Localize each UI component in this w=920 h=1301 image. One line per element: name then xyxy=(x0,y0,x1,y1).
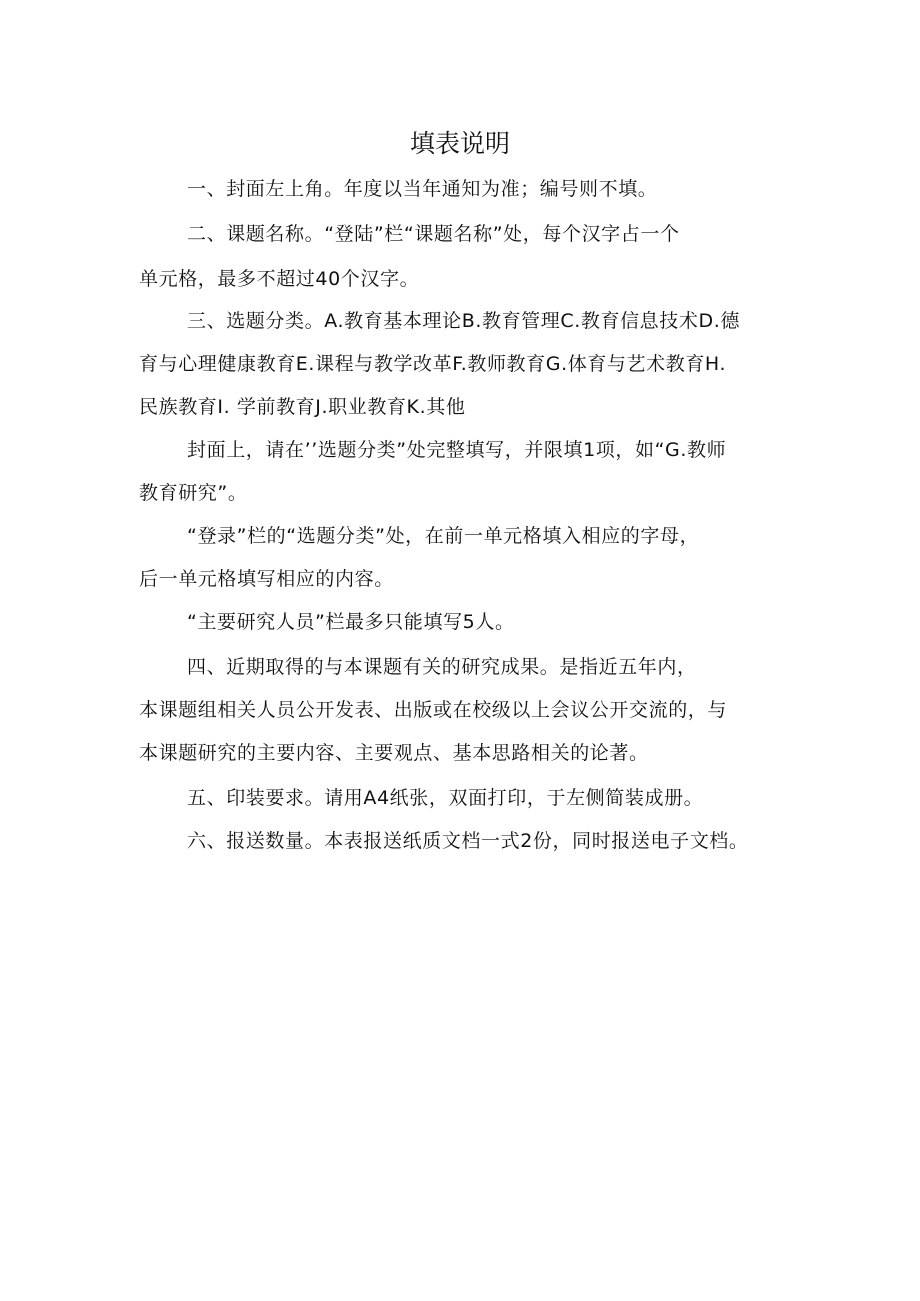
document-title: 填表说明 xyxy=(409,129,510,158)
paragraph-2-line-1: 二、课题名称。“登陆”栏“课题名称”处，每个汉字占一个 xyxy=(187,223,680,245)
paragraph-5-line-1: “登录”栏的“选题分类”处，在前一单元格填入相应的字母， xyxy=(187,525,700,547)
paragraph-1-line-1: 一、封面左上角。年度以当年通知为准；编号则不填。 xyxy=(187,178,658,200)
paragraph-7-line-1: 四、近期取得的与本课题有关的研究成果。是指近五年内， xyxy=(187,656,697,678)
paragraph-5-line-2: 后一单元格填写相应的内容。 xyxy=(139,568,394,590)
paragraph-3-line-1: 三、选题分类。A.教育基本理论B.教育管理C.教育信息技术D.德 xyxy=(187,310,740,332)
paragraph-7-line-3: 本课题研究的主要内容、主要观点、基本思路相关的论著。 xyxy=(139,742,649,764)
paragraph-4-line-2: 教育研究”。 xyxy=(139,482,248,504)
paragraph-3-line-2: 育与心理健康教育E.课程与教学改革F.教师教育G.体育与艺术教育H. xyxy=(139,353,727,375)
paragraph-6-line-1: “主要研究人员”栏最多只能填写5人。 xyxy=(187,611,515,633)
paragraph-2-line-2: 单元格，最多不超过40个汉字。 xyxy=(139,268,420,290)
paragraph-4-line-1: 封面上，请在’’选题分类”处完整填写，并限填1项，如“G.教师 xyxy=(187,439,727,461)
paragraph-9-line-1: 六、报送数量。本表报送纸质文档一式2份，同时报送电子文档。 xyxy=(187,830,749,852)
paragraph-3-line-3: 民族教育I. 学前教育J.职业教育K.其他 xyxy=(139,396,466,418)
paragraph-7-line-2: 本课题组相关人员公开发表、出版或在校级以上会议公开交流的，与 xyxy=(139,699,728,721)
paragraph-8-line-1: 五、印装要求。请用A4纸张，双面打印，于左侧简装成册。 xyxy=(187,787,704,809)
